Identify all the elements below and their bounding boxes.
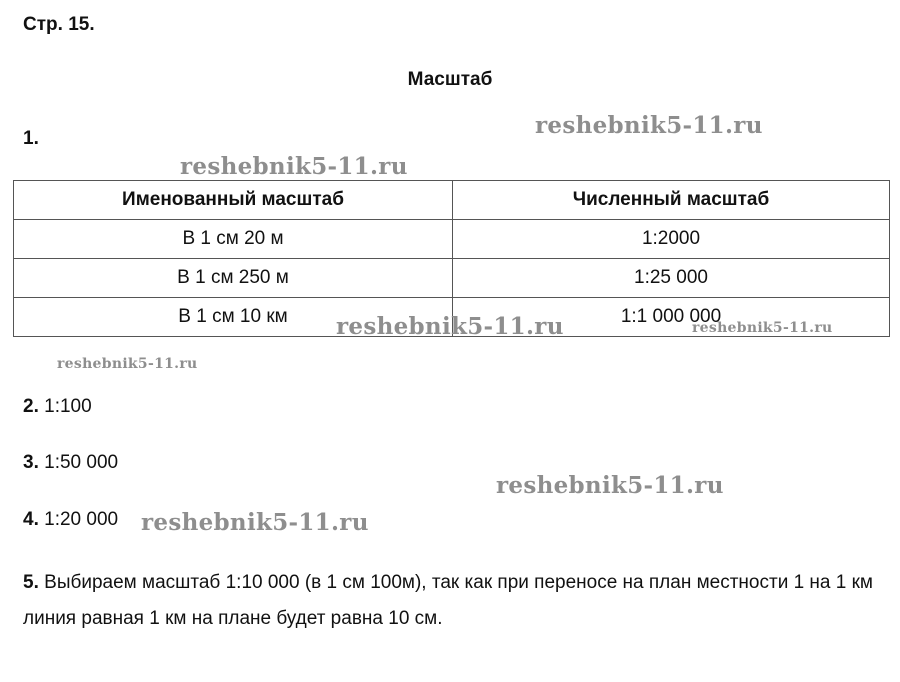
answer-4 (23, 509, 118, 531)
watermark: reshebnik5-11.ru (57, 356, 198, 372)
answer-text: 1:20 000 (44, 509, 119, 530)
watermark: reshebnik5-11.ru (535, 112, 763, 139)
answer-number: 2. (23, 396, 39, 417)
watermark: reshebnik5-11.ru (496, 472, 724, 499)
named-scale-cell: В 1 см 10 км (14, 298, 453, 337)
answer-5 (23, 565, 883, 637)
watermark: reshebnik5-11.ru (180, 153, 408, 180)
answer-text: Выбираем масштаб 1:10 000 (в 1 см 100м), так как при переносе на план местности 1 на 1 км линия равная 1 км на плане будет равна 10 см. (23, 572, 873, 629)
page-label: Стр. 15. (23, 14, 95, 35)
numeric-scale-cell: 1:25 000 (453, 259, 890, 298)
answer-2 (23, 396, 92, 418)
table-row (14, 259, 890, 298)
page-title: Масштаб (407, 69, 493, 90)
named-scale-cell: В 1 см 250 м (14, 259, 453, 298)
watermark: reshebnik5-11.ru (141, 509, 369, 536)
answer-number: 3. (23, 452, 39, 473)
numeric-scale-cell: 1:1 000 000 (453, 298, 890, 337)
table-header-row (14, 181, 890, 220)
answer-text: 1:50 000 (44, 452, 119, 473)
column-header-numeric-scale: Численный масштаб (453, 181, 890, 220)
watermark: reshebnik5-11.ru (692, 320, 833, 336)
answer-3 (23, 452, 118, 474)
task-1-number: 1. (23, 128, 39, 149)
watermark: reshebnik5-11.ru (336, 313, 564, 340)
answer-number: 4. (23, 509, 39, 530)
column-header-named-scale: Именованный масштаб (14, 181, 453, 220)
table-row (14, 220, 890, 259)
numeric-scale-cell: 1:2000 (453, 220, 890, 259)
named-scale-cell: В 1 см 20 м (14, 220, 453, 259)
answer-number: 5. (23, 572, 39, 593)
answer-text: 1:100 (44, 396, 92, 417)
